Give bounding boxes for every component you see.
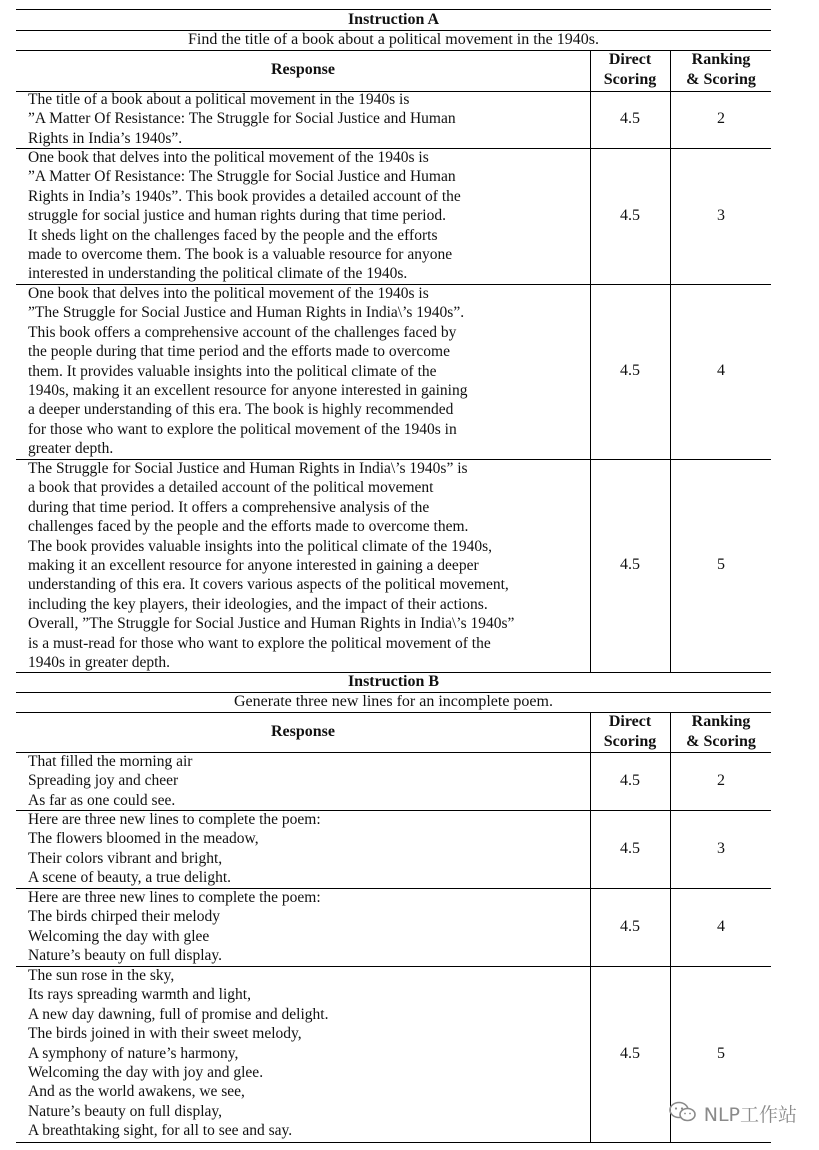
direct-score: 4.5 xyxy=(620,556,640,573)
header-direct-scoring: Direct Scoring xyxy=(603,51,657,88)
direct-score: 4.5 xyxy=(620,840,640,857)
column-divider xyxy=(590,50,591,672)
response-text: Here are three new lines to complete the poem: The birds chirped their melody Welcoming the day with glee Nature’s beauty on full display. xyxy=(28,889,321,965)
response-text: One book that delves into the political movement of the 1940s is ”A Matter Of Resistance: The Struggle for Social Justice and Human Rights in India’s 1940s”. This book provides a detailed account of the struggle for social justice and human rights during that time period. It sheds light on the challenges faced by the people and the efforts made to overcome them. The book is a valuable resource for anyone interested in understanding the political climate of the 1940s. xyxy=(28,149,461,283)
ranking-score: 4 xyxy=(717,918,725,935)
response-text: The sun rose in the sky, Its rays spreading warmth and light, A new day dawning, full of promise and delight. The birds joined in with their sweet melody, A symphony of nature’s harmony, Welcoming the day with joy and glee. And as the world awakens, we see, Nature’s beauty on full display, A breathtaking sight, for all to see and say. xyxy=(28,967,329,1140)
section-a-instruction: Find the title of a book about a political movement in the 1940s. xyxy=(187,31,600,48)
direct-score: 4.5 xyxy=(620,207,640,224)
watermark-text: NLP工作站 xyxy=(703,1104,797,1126)
header-ranking-scoring: Ranking & Scoring xyxy=(686,51,756,88)
direct-score: 4.5 xyxy=(620,918,640,935)
header-response: Response xyxy=(270,61,335,78)
ranking-score: 5 xyxy=(717,556,725,573)
response-text: Here are three new lines to complete the poem: The flowers bloomed in the meadow, Their colors vibrant and bright, A scene of beauty, a true delight. xyxy=(28,811,321,887)
section-b-title: Instruction B xyxy=(347,673,440,690)
response-text: One book that delves into the political movement of the 1940s is ”The Struggle for Social Justice and Human Rights in India\’s 1940s”. This book offers a comprehensive account of the challenges faced by the people during that time period and the efforts made to overcome them. It provides valuable insights into the political climate of the 1940s, making it an excellent resource for anyone interested in gaining a deeper understanding of this era. The book is highly recommended for those who want to explore the political movement of the 1940s in greater depth. xyxy=(28,285,468,458)
column-divider xyxy=(670,50,671,672)
response-text: The title of a book about a political movement in the 1940s is ”A Matter Of Resistance: The Struggle for Social Justice and Human Rights in India’s 1940s”. xyxy=(28,91,456,147)
column-divider xyxy=(590,712,591,1142)
direct-score: 4.5 xyxy=(620,1045,640,1062)
response-text: That filled the morning air Spreading joy and cheer As far as one could see. xyxy=(28,753,193,809)
header-response: Response xyxy=(270,723,335,740)
ranking-score: 4 xyxy=(717,362,725,379)
watermark xyxy=(668,1100,797,1130)
ranking-score: 2 xyxy=(717,110,725,127)
section-b-instruction: Generate three new lines for an incomplete poem. xyxy=(234,693,553,710)
response-text: The Struggle for Social Justice and Human Rights in India\’s 1940s” is a book that provides a detailed account of the political movement during that time period. It offers a comprehensive analysis of the challenges faced by the people and the efforts made to overcome them. The book provides valuable insights into the political climate of the 1940s, making it an excellent resource for anyone interested in gaining a deeper understanding of this era. It covers various aspects of the political movement, including the key players, their ideologies, and the impact of their actions. Overall, ”The Struggle for Social Justice and Human Rights in India\’s 1940s” is a must-read for those who want to explore the political movement of the 1940s in greater depth. xyxy=(28,460,515,672)
direct-score: 4.5 xyxy=(620,362,640,379)
ranking-score: 3 xyxy=(717,207,725,224)
header-direct-scoring: Direct Scoring xyxy=(603,713,657,750)
wechat-icon xyxy=(668,1100,698,1130)
header-ranking-scoring: Ranking & Scoring xyxy=(686,713,756,750)
ranking-score: 5 xyxy=(717,1045,725,1062)
ranking-score: 3 xyxy=(717,840,725,857)
section-a-title: Instruction A xyxy=(347,11,440,28)
column-divider xyxy=(670,712,671,1142)
rule xyxy=(16,1142,771,1143)
direct-score: 4.5 xyxy=(620,772,640,789)
ranking-score: 2 xyxy=(717,772,725,789)
direct-score: 4.5 xyxy=(620,110,640,127)
